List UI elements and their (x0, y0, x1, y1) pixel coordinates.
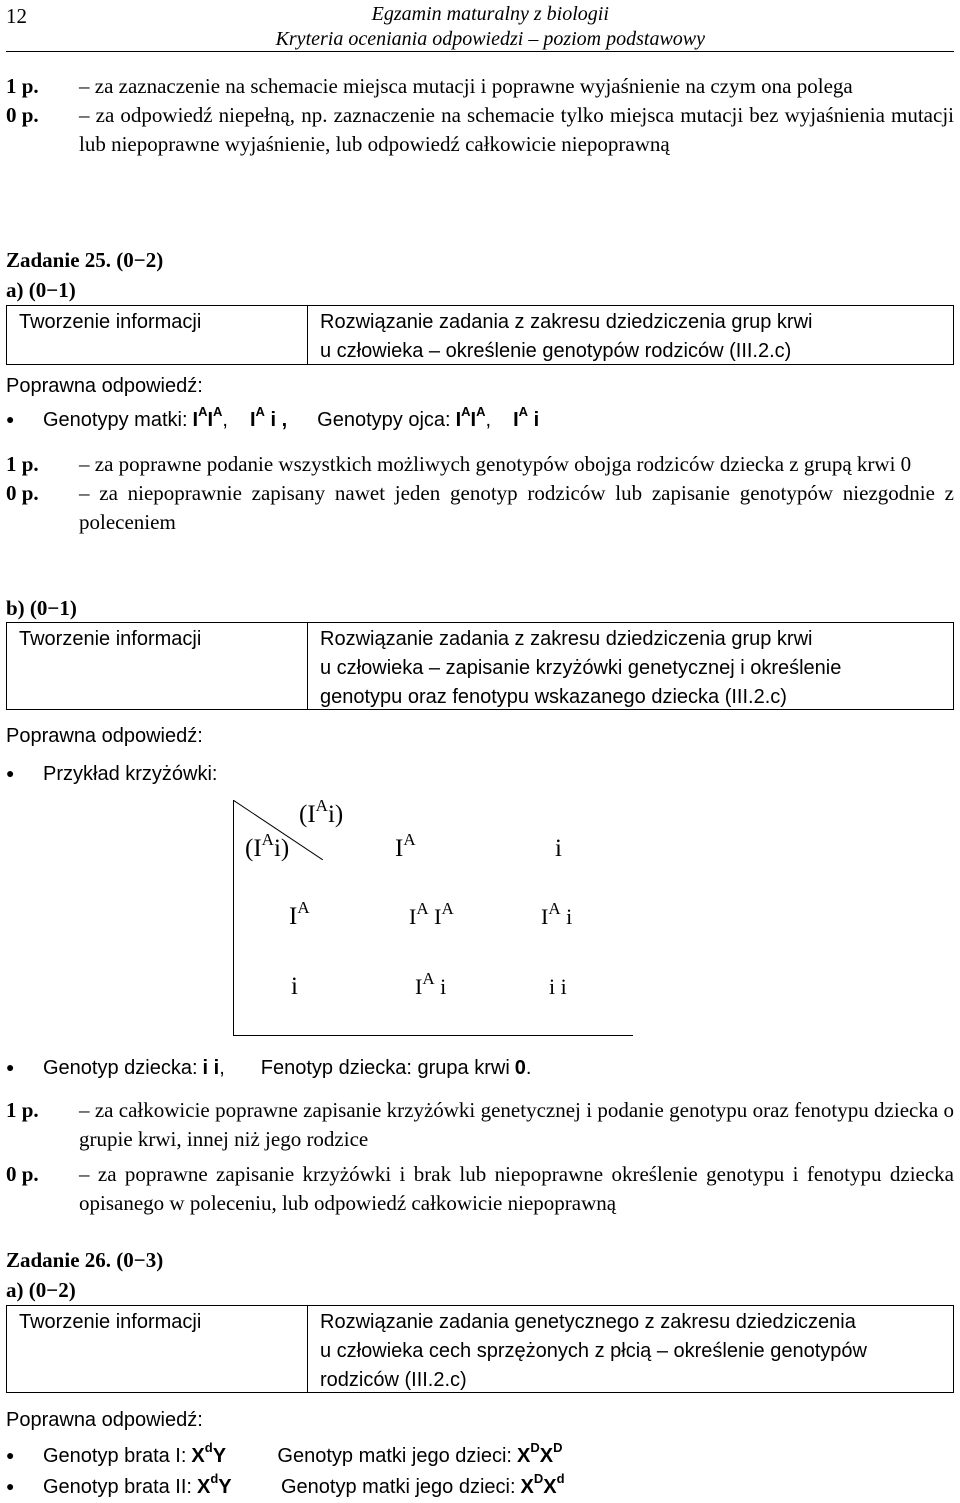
header-divider (6, 51, 954, 52)
bullet-icon: ● (6, 1478, 15, 1494)
task-25b-answer-label: Poprawna odpowiedź: (6, 725, 203, 747)
punnett-square (233, 795, 633, 1036)
score-text: – za zaznaczenie na schemacie miejsca mutacji i poprawne wyjaśnienie na czym ona polega (79, 74, 853, 98)
bullet-icon: ● (6, 1447, 15, 1463)
requirement-line: u człowieka – zapisanie krzyżówki genetycznej i określenie (320, 657, 842, 679)
requirement-line: genotypu oraz fenotypu wskazanego dziecka (III.2.c) (320, 686, 787, 708)
task-26a-brother1 (6, 1442, 562, 1472)
requirement (308, 306, 953, 364)
task-26-heading: Zadanie 26. (0−3) (6, 1248, 164, 1272)
task-25a-answer-label: Poprawna odpowiedź: (6, 375, 203, 397)
child-phenotype-label: Fenotyp dziecka: grupa krwi (260, 1057, 510, 1079)
mother2-genotype: $X^DX^d$ (520, 1471, 565, 1498)
row-header-1: $I^A$ (289, 897, 310, 930)
requirement-line: u człowieka cech sprzężonych z płcią – określenie genotypów (320, 1340, 867, 1362)
bottom-rule (233, 1035, 633, 1036)
skill-area: Tworzenie informacji (7, 623, 308, 709)
task-26a-answer-label: Poprawna odpowiedź: (6, 1409, 203, 1431)
offspring-cell: $I^A$ $I^A$ (409, 898, 454, 929)
page-number: 12 (6, 4, 27, 28)
task-25a-requirements-box (6, 305, 954, 365)
task-25b-label: b) (0−1) (6, 596, 77, 620)
score-key: 1 p. (6, 74, 39, 98)
requirement-line: Rozwiązanie zadania z zakresu dziedziczenia grup krwi (320, 628, 813, 650)
requirement-line: Rozwiązanie zadania genetycznego z zakresu dziedziczenia (320, 1311, 856, 1333)
brother1-label: Genotyp brata I: (43, 1445, 187, 1467)
score-1p (6, 72, 954, 101)
bullet-icon: ● (6, 1059, 15, 1075)
score-0p (6, 479, 954, 537)
header-title-line1: Egzamin maturalny z biologii (371, 3, 609, 25)
score-0p (6, 101, 954, 159)
father-genotype-2: $I^A$ i (513, 404, 540, 431)
mother-genotype-1: $I^AI^A$ (192, 404, 223, 431)
score-key: 1 p. (6, 1098, 39, 1122)
requirement-line: rodziców (III.2.c) (320, 1369, 467, 1391)
score-text: – za poprawne zapisanie krzyżówki i brak lub niepoprawne określenie genotypu i fenotypu dziecka opisanego w poleceniu, lub odpowiedź całkowicie niepoprawną (79, 1162, 954, 1215)
score-key: 0 p. (6, 1162, 39, 1186)
bullet-icon: ● (6, 411, 15, 427)
task-25b-child: ● Genotyp dziecka: i i , Fenotyp dziecka: grupa krwi 0 . (6, 1054, 531, 1084)
score-key: 1 p. (6, 452, 39, 476)
child-genotype-label: Genotyp dziecka: (43, 1057, 198, 1079)
task-26a-label: a) (0−2) (6, 1278, 76, 1302)
score-0p (6, 1160, 954, 1218)
task-25-heading: Zadanie 25. (0−2) (6, 248, 164, 272)
task-25b-requirements-box (6, 622, 954, 710)
mother-genotypes-label: Genotypy matki: (43, 409, 188, 431)
score-1p (6, 450, 954, 479)
score-1p (6, 1096, 954, 1154)
task-26a-requirements-box (6, 1305, 954, 1393)
score-key: 0 p. (6, 481, 39, 505)
requirement-line: Rozwiązanie zadania z zakresu dziedziczenia grup krwi (320, 311, 813, 333)
mother-gametes-header: $(I^Ai)$ (245, 829, 290, 862)
row-header-2: i (291, 973, 298, 1000)
brother2-genotype: $X^dY$ (196, 1471, 232, 1498)
example-label: Przykład krzyżówki: (43, 763, 218, 785)
task-26a-brother2 (6, 1473, 565, 1503)
mother1-label: Genotyp matki jego dzieci: (277, 1445, 512, 1467)
column-header-2: i (555, 835, 562, 862)
mother-genotype-2: $I^A$ i , (249, 404, 288, 431)
child-phenotype: 0 (514, 1057, 526, 1079)
requirement (308, 623, 953, 709)
requirement (308, 1306, 953, 1392)
vertical-rule (233, 800, 234, 1036)
requirement-line: u człowieka – określenie genotypów rodziców (III.2.c) (320, 340, 792, 362)
score-text: – za niepoprawnie zapisany nawet jeden genotyp rodziców lub zapisanie genotypów niezgodnie z poleceniem (79, 481, 954, 534)
mother1-genotype: $X^DX^D$ (516, 1440, 563, 1467)
skill-area: Tworzenie informacji (7, 306, 308, 364)
task-25b-scoring (6, 1096, 954, 1218)
task-25a-label: a) (0−1) (6, 278, 76, 302)
mother2-label: Genotyp matki jego dzieci: (280, 1476, 516, 1498)
child-genotype: i i (202, 1057, 220, 1079)
page-header-title (276, 2, 705, 52)
score-text: – za odpowiedź niepełną, np. zaznaczenie na schemacie tylko miejsca mutacji bez wyjaśnienia mutacji lub niepoprawne wyjaśnienie, lub odpowiedź całkowicie niepoprawną (79, 103, 954, 156)
brother1-genotype: $X^dY$ (191, 1440, 227, 1467)
father-genotype-1: $I^AI^A$ (455, 404, 486, 431)
score-text: – za poprawne podanie wszystkich możliwych genotypów obojga rodziców dziecka z grupą krwi 0 (79, 452, 912, 476)
offspring-cell: i i (549, 974, 567, 999)
score-key: 0 p. (6, 103, 39, 127)
offspring-cell: $I^A$ i (415, 968, 447, 999)
score-text: – za całkowicie poprawne zapisanie krzyżówki genetycznej i podanie genotypu oraz fenotypu dziecka o grupie krwi, innej niż jego rodzice (79, 1098, 954, 1151)
father-genotypes-label: Genotypy ojca: (317, 409, 451, 431)
task-25b-example (6, 760, 217, 790)
offspring-cell: $I^A$ i (541, 898, 573, 929)
task-25a-genotypes: ● Genotypy matki: $I^AI^A$ , $I^A$ i , Genotypy ojca: $I^AI^A$ , $I^A$ i (6, 406, 539, 436)
brother2-label: Genotyp brata II: (43, 1476, 192, 1498)
father-gametes-header: $(I^Ai)$ (299, 795, 344, 828)
bullet-icon: ● (6, 765, 15, 781)
task-25a-scoring (6, 450, 954, 537)
column-header-1: $I^A$ (395, 829, 416, 862)
skill-area: Tworzenie informacji (7, 1306, 308, 1392)
top-scoring (6, 72, 954, 159)
header-title-line2: Kryteria oceniania odpowiedzi – poziom podstawowy (275, 28, 705, 50)
